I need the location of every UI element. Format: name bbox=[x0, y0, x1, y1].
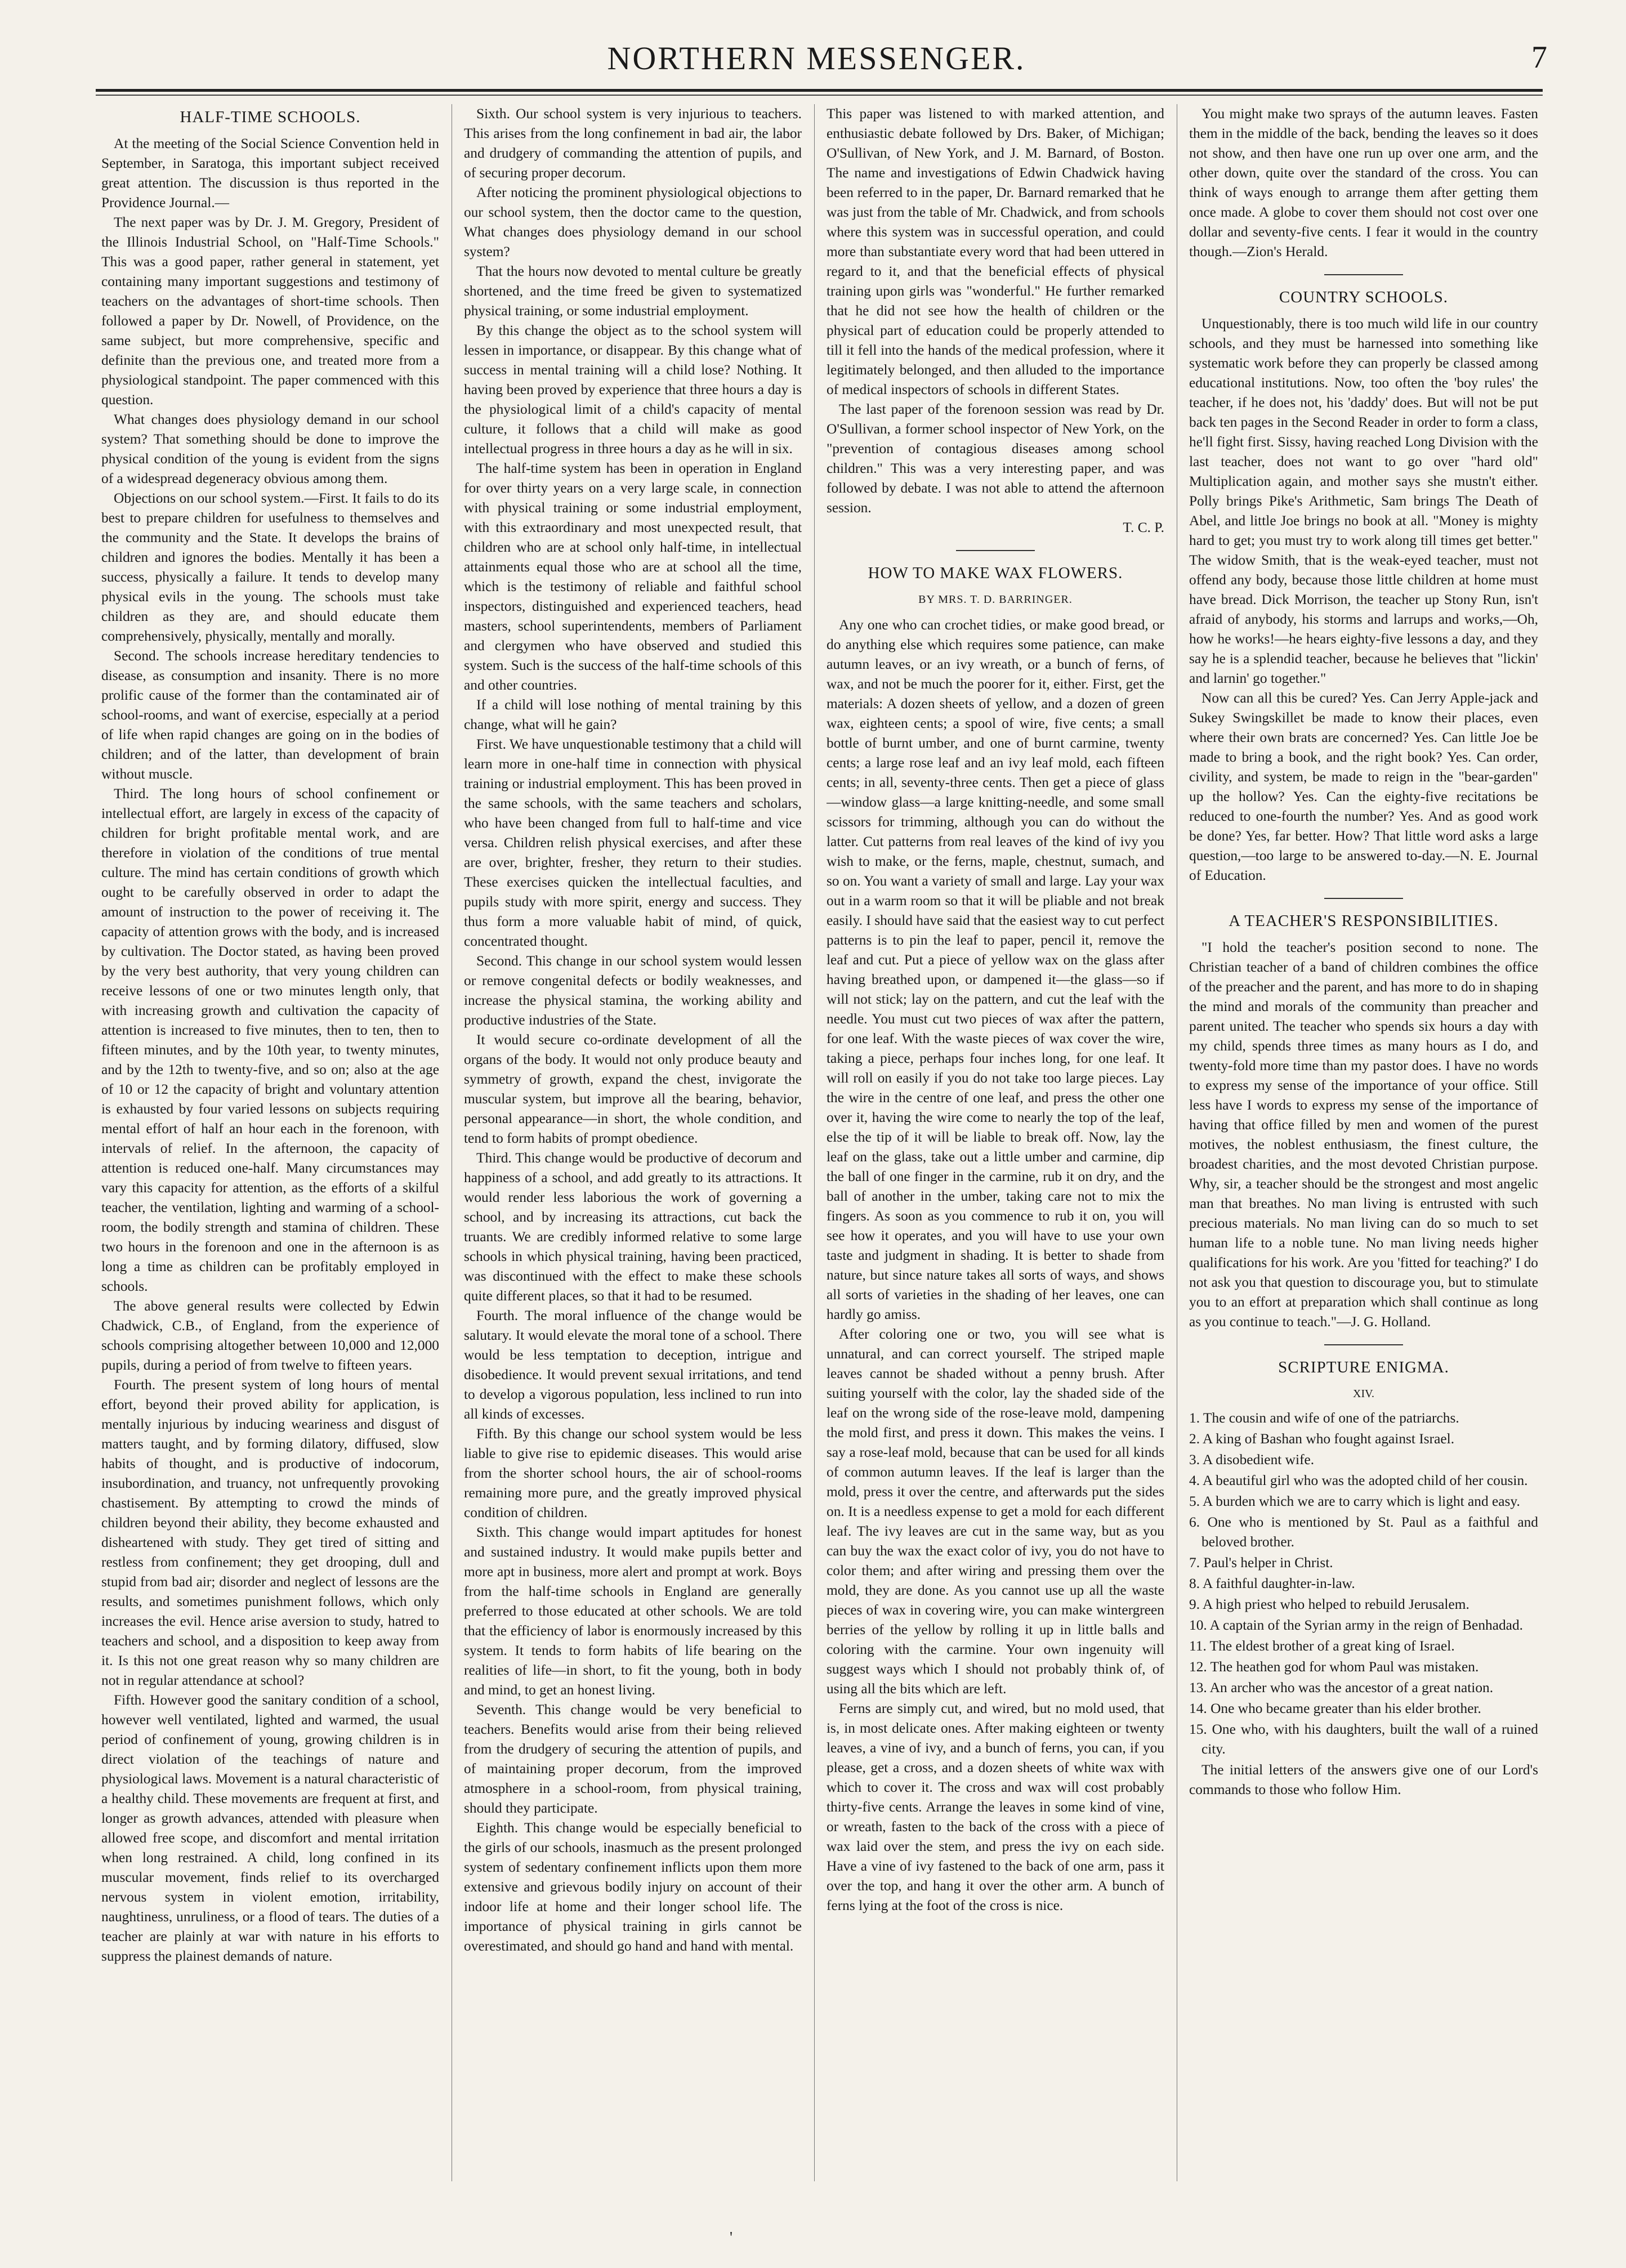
section-divider bbox=[956, 550, 1035, 551]
column-4 bbox=[1189, 104, 1538, 2187]
section-divider bbox=[1324, 1344, 1403, 1345]
paragraph: What changes does physiology demand in our school system? That something should be done to improve the physical condition of the young is evident from the signs of a widespread degeneracy obvious among them. bbox=[101, 411, 439, 486]
paragraph: Any one who can crochet tidies, or make good bread, or do anything else which requires some patience, can make autumn leaves, or an ivy wreath, or a bunch of ferns, of wax, and not be much the poorer for it, either. First, get the materials: A dozen sheets of yellow, and a dozen of green wax, eighteen cents; a spool of wire, five cents; a small bottle of burnt umber, and one of burnt carmine, twenty cents; a large rose leaf and an ivy leaf mold, each fifteen cents; in all, seventy-three cents. Then get a piece of glass—window glass—a large knitting-needle, and some small scissors for trimming, although you can do without the latter. Cut patterns from real leaves of the kind of ivy you wish to make, or the ferns, maple, chestnut, sumach, and so on. You want a variety of small and large. Lay your wax out in a warm room so that it will be pliable and not break easily. I should have said that the easiest way to cut perfect patterns is to pin the leaf to paper, pencil it, remove the leaf and cut. Put a piece of yellow wax on the glass after having breathed upon, or dampened it—the glass—so if will not stick; lay on the pattern, and cut the leaf with the needle. You must cut two pieces of wax after the pattern, for one leaf. With the waste pieces of wax cover the wire, taking a piece, perhaps four inches long, for one leaf. It will roll on easily if you do not take too large pieces. Lay the wire in the centre of one leaf, and press the other one over it, having the wire come to nearly the top of the leaf, else the tip of it will be liable to break off. Now, lay the leaf on the glass, take out a little umber and carmine, dip the ball of one finger in the carmine, rub it on dry, and the ball of another in the umber, taking care not to mix the fingers. As soon as you commence to rub it on, you will see how it operates, and you will have to use your own taste and judgment in shading. It is better to shade from nature, but since nature takes all sorts of ways, and shows all sorts of varieties in the shading of her leaves, one can hardly go amiss. bbox=[827, 617, 1164, 1322]
paragraph: Sixth. Our school system is very injurious to teachers. This arises from the long confinement in bad air, the labor and drudgery of commanding the attention of pupils, and of securing proper decorum. bbox=[464, 106, 802, 181]
paragraph: If a child will lose nothing of mental training by this change, what will he gain? bbox=[464, 697, 802, 732]
enigma-item: 12. The heathen god for whom Paul was mistaken. bbox=[1189, 1659, 1479, 1675]
paragraph: It would secure co-ordinate development of all the organs of the body. It would not only produce beauty and symmetry of growth, expand the chest, invigorate the muscular system, but improve all the bearing, behavior, personal appearance—in short, the whole condition, and tend to form habits of prompt obedience. bbox=[464, 1032, 802, 1146]
enigma-item: 14. One who became greater than his elder brother. bbox=[1189, 1701, 1481, 1716]
enigma-item: 6. One who is mentioned by St. Paul as a faithful and beloved brother. bbox=[1189, 1514, 1538, 1550]
section-divider bbox=[1324, 898, 1403, 899]
paragraph: The half-time system has been in operation in England for over thirty years on a very large scale, in connection with physical training or some industrial employment, with this extraordinary and most unexpected result, that children who are at school only half-time, in intellectual attainments equal those who are at school all the time, which is the testimony of reliable and faithful school inspectors, distinguished and experienced teachers, head masters, school superintendents, members of Parliament and clergymen who have observed and studied this system. Such is the success of the half-time schools of this and other countries. bbox=[464, 460, 802, 693]
column-3 bbox=[827, 104, 1164, 2187]
paragraph: That the hours now devoted to mental culture be greatly shortened, and the time freed be given to systematized physical training, or some industrial employment. bbox=[464, 263, 802, 319]
paragraph: Second. The schools increase hereditary tendencies to disease, as consumption and insanity. There is no more prolific cause of the former than the contaminated air of school-rooms, and want of exercise, especially at a period of life when rapid changes are going on in the bodies of children; and of the latter, than development of brain without muscle. bbox=[101, 648, 439, 782]
paragraph: Eighth. This change would be especially beneficial to the girls of our schools, inasmuch as the present prolonged system of sedentary confinement inflicts upon them more extensive and grievous bodily injury on account of their indoor life at home and their longer school life. The importance of physical training in girls cannot be overestimated, and should go hand and hand with mental. bbox=[464, 1820, 802, 1954]
section-divider bbox=[1324, 274, 1403, 275]
paragraph: You might make two sprays of the autumn leaves. Fasten them in the middle of the back, bending the leaves so it does not show, and then have one run up over one arm, and the other down, quite over the standard of the cross. You can think of ways enough to arrange them after getting them once made. A globe to cover them should not cost over one dollar and seventy-five cents. I fear it would in the country though.—Zion's Herald. bbox=[1189, 106, 1538, 260]
paragraph: Unquestionably, there is too much wild life in our country schools, and they must be harnessed into something like systematic work before they can properly be classed among educational institutions. Now, too often the 'boy rules' the teacher, if he does not, his 'daddy' does. But will not be put back ten pages in the Second Reader in order to form a class, he'll fight first. Sissy, having reached Long Division with the last teacher, does not want to go over "hard old" Multiplication again, and mother says she mustn't either. Polly brings Pike's Arithmetic, Sam brings The Death of Abel, and little Joe brings no book at all. "Money is mighty hard to get; you must try to work along till times get better." The widow Smith, that is the weak-eyed teacher, must not offend any body, because those little children at home must have bread. Dick Morrison, the teacher up Stony Run, isn't afraid of anybody, his storms and larrups and works,—Oh, how he works!—he hears eighty-five lessons a day, and they say he is a splendid teacher, because he believes that "lickin' and larnin' go together." bbox=[1189, 316, 1538, 686]
enigma-item: 7. Paul's helper in Christ. bbox=[1189, 1555, 1333, 1571]
enigma-item: 10. A captain of the Syrian army in the reign of Benhadad. bbox=[1189, 1617, 1523, 1633]
enigma-item: 11. The eldest brother of a great king of Israel. bbox=[1189, 1638, 1455, 1654]
article-heading: HOW TO MAKE WAX FLOWERS. bbox=[868, 564, 1123, 582]
newspaper-title: NORTHERN MESSENGER. bbox=[607, 40, 1026, 77]
paragraph: The above general results were collected by Edwin Chadwick, C.B., of England, from the experience of schools comprising altogether between 10,000 and 12,000 pupils, during a period of from twelve to fifteen years. bbox=[101, 1298, 439, 1373]
enigma-item: 15. One who, with his daughters, built the wall of a ruined city. bbox=[1189, 1721, 1538, 1757]
paragraph: Third. This change would be productive of decorum and happiness of a school, and add greatly to its attractions. It would render less laborious the work of governing a school, and by increasing its attractions, cut back the truants. We are credibly informed relative to some large schools in which physical training, having been practiced, was discontinued with the effect to make these schools quite different places, so that it had to be resumed. bbox=[464, 1150, 802, 1304]
enigma-item: 4. A beautiful girl who was the adopted child of her cousin. bbox=[1189, 1473, 1528, 1488]
signature: T. C. P. bbox=[1123, 520, 1164, 535]
column-divider bbox=[814, 104, 815, 2181]
masthead bbox=[0, 39, 1626, 84]
print-mark: ' bbox=[730, 2229, 733, 2247]
paragraph: Sixth. This change would impart aptitudes for honest and sustained industry. It would make pupils better and more apt in business, more alert and prompt at work. Boys from the half-time schools in England are generally preferred to those educated at other schools. We are told that the efficiency of labor is enormously increased by this system. It tends to form habits of life bearing on the realities of life—in short, to fit the young, both in body and mind, to get an honest living. bbox=[464, 1524, 802, 1698]
paragraph: First. We have unquestionable testimony that a child will learn more in one-half time in connection with physical training or industrial employment. This has been proved in the same schools, with the same teachers and scholars, who have been changed from full to half-time and vice versa. Children relish physical exercises, and after these are over, brighter, fresher, they return to their studies. These exercises quicken the intellectual faculties, and pupils study with more spirit, energy and success. They thus form a more valuable habit of mind, of quick, concentrated thought. bbox=[464, 736, 802, 949]
paragraph: The next paper was by Dr. J. M. Gregory, President of the Illinois Industrial School, on "Half-Time Schools." This was a good paper, rather general in statement, yet containing many important suggestions and testimony of teachers on the advantages of short-time schools. Then followed a paper by Dr. Nowell, of Providence, on the same subject, but more comprehensive, specific and definite than the previous one, and treated more from a physiological standpoint. The paper commenced with this question. bbox=[101, 214, 439, 408]
paragraph: Objections on our school system.—First. It fails to do its best to prepare children for usefulness to themselves and the community and the State. It develops the brains of children and ignores the bodies. Mentally it has been a success, physically a failure. It tends to develop many physical evils in the young. The schools must take children as they are, and should educate them comprehensively, physically, mentally and morally. bbox=[101, 490, 439, 644]
paragraph: Fourth. The moral influence of the change would be salutary. It would elevate the moral tone of a school. There would be less temptation to deception, intrigue and disobedience. It would prevent sexual irritations, and tend to develop a vigorous population, less inclined to run into all kinds of excesses. bbox=[464, 1308, 802, 1422]
enigma-item: 9. A high priest who helped to rebuild Jerusalem. bbox=[1189, 1596, 1469, 1612]
enigma-list bbox=[1189, 1408, 1538, 1759]
enigma-item: 8. A faithful daughter-in-law. bbox=[1189, 1576, 1355, 1591]
paragraph: Now can all this be cured? Yes. Can Jerry Apple-jack and Sukey Swingskillet be made to know their places, even where their own brats are concerned? Yes. Can little Joe be made to bring a book, and the right book? Yes. Can order, civility, and system, be made to reign in the "bear-garden" up the hollow? Yes. Can the eighty-five recitations be reduced to one-fourth the number? Yes. And as good work be done? Yes, far better. How? That little word asks a large question,—too large to be answered to-day.—N. E. Journal of Education. bbox=[1189, 690, 1538, 883]
enigma-item: 13. An archer who was the ancestor of a great nation. bbox=[1189, 1680, 1494, 1696]
paragraph: "I hold the teacher's position second to none. The Christian teacher of a band of children combines the office of the preacher and the parent, and has more to do in shaping the mind and morals of the community than preacher and parent united. The teacher who spends six hours a day with my child, spends three times as many hours as I do, and twenty-fold more time than my pastor does. I have no words to express my sense of the importance of your office. Still less have I words to express my sense of the importance of having that office filled by men and women of the purest motives, the noblest enthusiasm, the finest culture, the broadest charities, and the most devoted Christian purpose. Why, sir, a teacher should be the strongest and most angelic man that breathes. No man living is entrusted with such precious materials. No man living can do so much to set human life to a noble tune. No man living needs higher qualifications for his work. Are you 'fitted for teaching?' I do not ask you that question to discourage you, but to stimulate you to an effort at preparation which shall continue as long as you continue to teach."—J. G. Holland. bbox=[1189, 940, 1538, 1330]
paragraph: Third. The long hours of school confinement or intellectual effort, are largely in excess of the capacity of children for bright profitable mental work, and are therefore in violation of the conditions of true mental culture. The mind has certain conditions of growth which ought to be carefully observed in order to adapt the amount of instruction to the power of receiving it. The capacity of attention grows with the body, and is increased by cultivation. The Doctor stated, as having been proved by the very best authority, that very young children can receive lessons of one or two minutes length only, that with increasing growth and cultivation the capacity of attention is increased to five minutes, then to ten, then to fifteen minutes, and by the 10th year, to twenty minutes, and by the 12th to twenty-five, and so on; also at the age of 10 or 12 the capacity of bright and voluntary attention is exhausted by four varied lessons on subjects requiring mental effort of half an hour each in the forenoon, with intervals of relief. In the afternoon, the capacity of attention is reduced one-half. Many circumstances may vary this capacity for attention, as the efforts of a skilful teacher, the ventilation, lighting and warming of a school-room, the bodily strength and stamina of children. These two hours in the forenoon and one in the afternoon is as long a time as children can be profitably employed in schools. bbox=[101, 786, 439, 1294]
paragraph: Second. This change in our school system would lessen or remove congenital defects or bodily weaknesses, and increase the physical stamina, the working ability and productive industries of the State. bbox=[464, 953, 802, 1028]
paragraph: At the meeting of the Social Science Convention held in September, in Saratoga, this important subject received great attention. The discussion is thus reported in the Providence Journal.— bbox=[101, 136, 439, 211]
paragraph: After coloring one or two, you will see what is unnatural, and can correct yourself. The striped maple leaves cannot be shaded without a penny brush. After suiting yourself with the color, lay the shaded side of the leaf on the wrong side of the rose-leave mold, dampening the mold first, and press it down. This makes the veins. I say a rose-leaf mold, because that can be used for all kinds of common autumn leaves. If the leaf is larger than the mold, press it over the centre, and afterwards put the sides on. It is a needless expense to get a mold for each different leaf. The ivy leaves are cut in the same way, but as you can buy the wax the exact color of ivy, you do not have to color them; and after wiring and pressing them over the mold, they are done. As you cannot use up all the waste pieces of wax in covering wire, you can make wintergreen berries of the yellow by rolling it up in little balls and coloring with the carmine. Your own ingenuity will suggest ways which I should not probably think of, of using all the bits which are left. bbox=[827, 1326, 1164, 1697]
paragraph: Fifth. By this change our school system would be less liable to give rise to epidemic diseases. This would arise from the shorter school hours, the air of school-rooms remaining more pure, and the greatly improved physical condition of children. bbox=[464, 1426, 802, 1520]
paragraph: The last paper of the forenoon session was read by Dr. O'Sullivan, a former school inspector of New York, on the "prevention of contagious diseases among school children." This was a very interesting paper, and was followed by debate. I was not able to attend the afternoon session. bbox=[827, 401, 1164, 516]
enigma-number: XIV. bbox=[1353, 1388, 1374, 1400]
paragraph: By this change the object as to the school system will lessen in importance, or disappear. By this change what of success in mental training will a child lose? Nothing. It having been proved by experience that three hours a day is the physiological limit of a child's capacity of mental culture, it follows that a child will make as good intellectual progress in three hours a day as he will in six. bbox=[464, 323, 802, 457]
enigma-footer: The initial letters of the answers give one of our Lord's commands to those who follow Him. bbox=[1189, 1762, 1538, 1797]
paragraph: Fourth. The present system of long hours of mental effort, beyond their proved ability for application, is mentally injurious by inducing weariness and disgust of matters taught, and by forming dilatory, diffused, slow habits of thought, and is productive of indocorum, insubordination, and truancy, not unfrequently provoking chastisement. By attempting to crowd the minds of children beyond their ability, they become exhausted and disheartened with study. They get tired of sitting and restless from confinement; they get drooping, dull and stupid from bad air; disorder and neglect of lessons are the results, and sometimes punishment follows, which only increases the evil. Hence arise aversion to study, hatred to teachers and school, and a disposition to keep away from it. Is this not one great reason why so many children are not in regular attendance at school? bbox=[101, 1377, 439, 1688]
column-2 bbox=[464, 104, 802, 2187]
paragraph: After noticing the prominent physiological objections to our school system, then the doctor came to the question, What changes does physiology demand in our school system? bbox=[464, 185, 802, 260]
article-heading: A TEACHER'S RESPONSIBILITIES. bbox=[1229, 912, 1499, 930]
paragraph: Ferns are simply cut, and wired, but no mold used, that is, in most delicate ones. After making eighteen or twenty leaves, a vine of ivy, and a bunch of ferns, you can, if you please, get a cross, and a dozen sheets of white wax with which to cover it. The cross and wax will cost probably thirty-five cents. Arrange the leaves in some kind of vine, or wreath, fasten to the back of the cross with a piece of wax laid over the stem, and press the ivy on each side. Have a vine of ivy fastened to the back of one arm, pass it over the top, and hang it over the other arm. A bunch of ferns lying at the foot of the cross is nice. bbox=[827, 1701, 1164, 1913]
enigma-item: 5. A burden which we are to carry which is light and easy. bbox=[1189, 1493, 1520, 1509]
page-number: 7 bbox=[1531, 40, 1547, 75]
enigma-item: 3. A disobedient wife. bbox=[1189, 1452, 1315, 1468]
paragraph: Fifth. However good the sanitary condition of a school, however well ventilated, lighted and warmed, the usual period of confinement of young, growing children is in direct violation of the teachings of nature and physiological laws. Movement is a natural characteristic of a healthy child. These movements are frequent at first, and longer as growth advances, attended with pleasure when allowed free scope, and discomfort and mental irritation when long restrained. A child, long confined in its muscular movement, finds relief to its overcharged nervous system in violent emotion, irritability, naughtiness, unruliness, or a flood of tears. The duties of a teacher are plainly at war with nature in his efforts to suppress the plainest demands of nature. bbox=[101, 1692, 439, 1964]
header-rule bbox=[96, 89, 1543, 92]
paragraph: Seventh. This change would be very beneficial to teachers. Benefits would arise from their being relieved from the drudgery of securing the attention of pupils, and of maintaining proper decorum, from the improved atmosphere in a school-room, from physical training, should they participate. bbox=[464, 1702, 802, 1816]
paragraph: This paper was listened to with marked attention, and enthusiastic debate followed by Drs. Baker, of Michigan; O'Sullivan, of New York, and J. M. Barnard, of Boston. The name and investigations of Edwin Chadwick having been referred to in the paper, Dr. Barnard remarked that he was just from the table of Mr. Chadwick, and from schools where this system was in successful operation, and could more than substantiate every word that had been uttered in regard to it, and that the beneficial effects of physical training upon girls was "wonderful." He further remarked that he did not see how the health of children or the physical part of education could be properly attended to till it fell into the hands of the medical profession, where it legitimately belonged, and then alluded to the importance of medical inspectors of schools in different States. bbox=[827, 106, 1164, 397]
byline: BY MRS. T. D. BARRINGER. bbox=[918, 593, 1073, 606]
enigma-item: 1. The cousin and wife of one of the patriarchs. bbox=[1189, 1410, 1459, 1426]
article-heading: HALF-TIME SCHOOLS. bbox=[180, 108, 361, 126]
header-rule-thin bbox=[96, 95, 1543, 96]
column-1 bbox=[101, 104, 439, 2187]
article-heading: SCRIPTURE ENIGMA. bbox=[1278, 1358, 1449, 1376]
enigma-item: 2. A king of Bashan who fought against Israel. bbox=[1189, 1431, 1455, 1447]
article-heading: COUNTRY SCHOOLS. bbox=[1279, 288, 1449, 306]
